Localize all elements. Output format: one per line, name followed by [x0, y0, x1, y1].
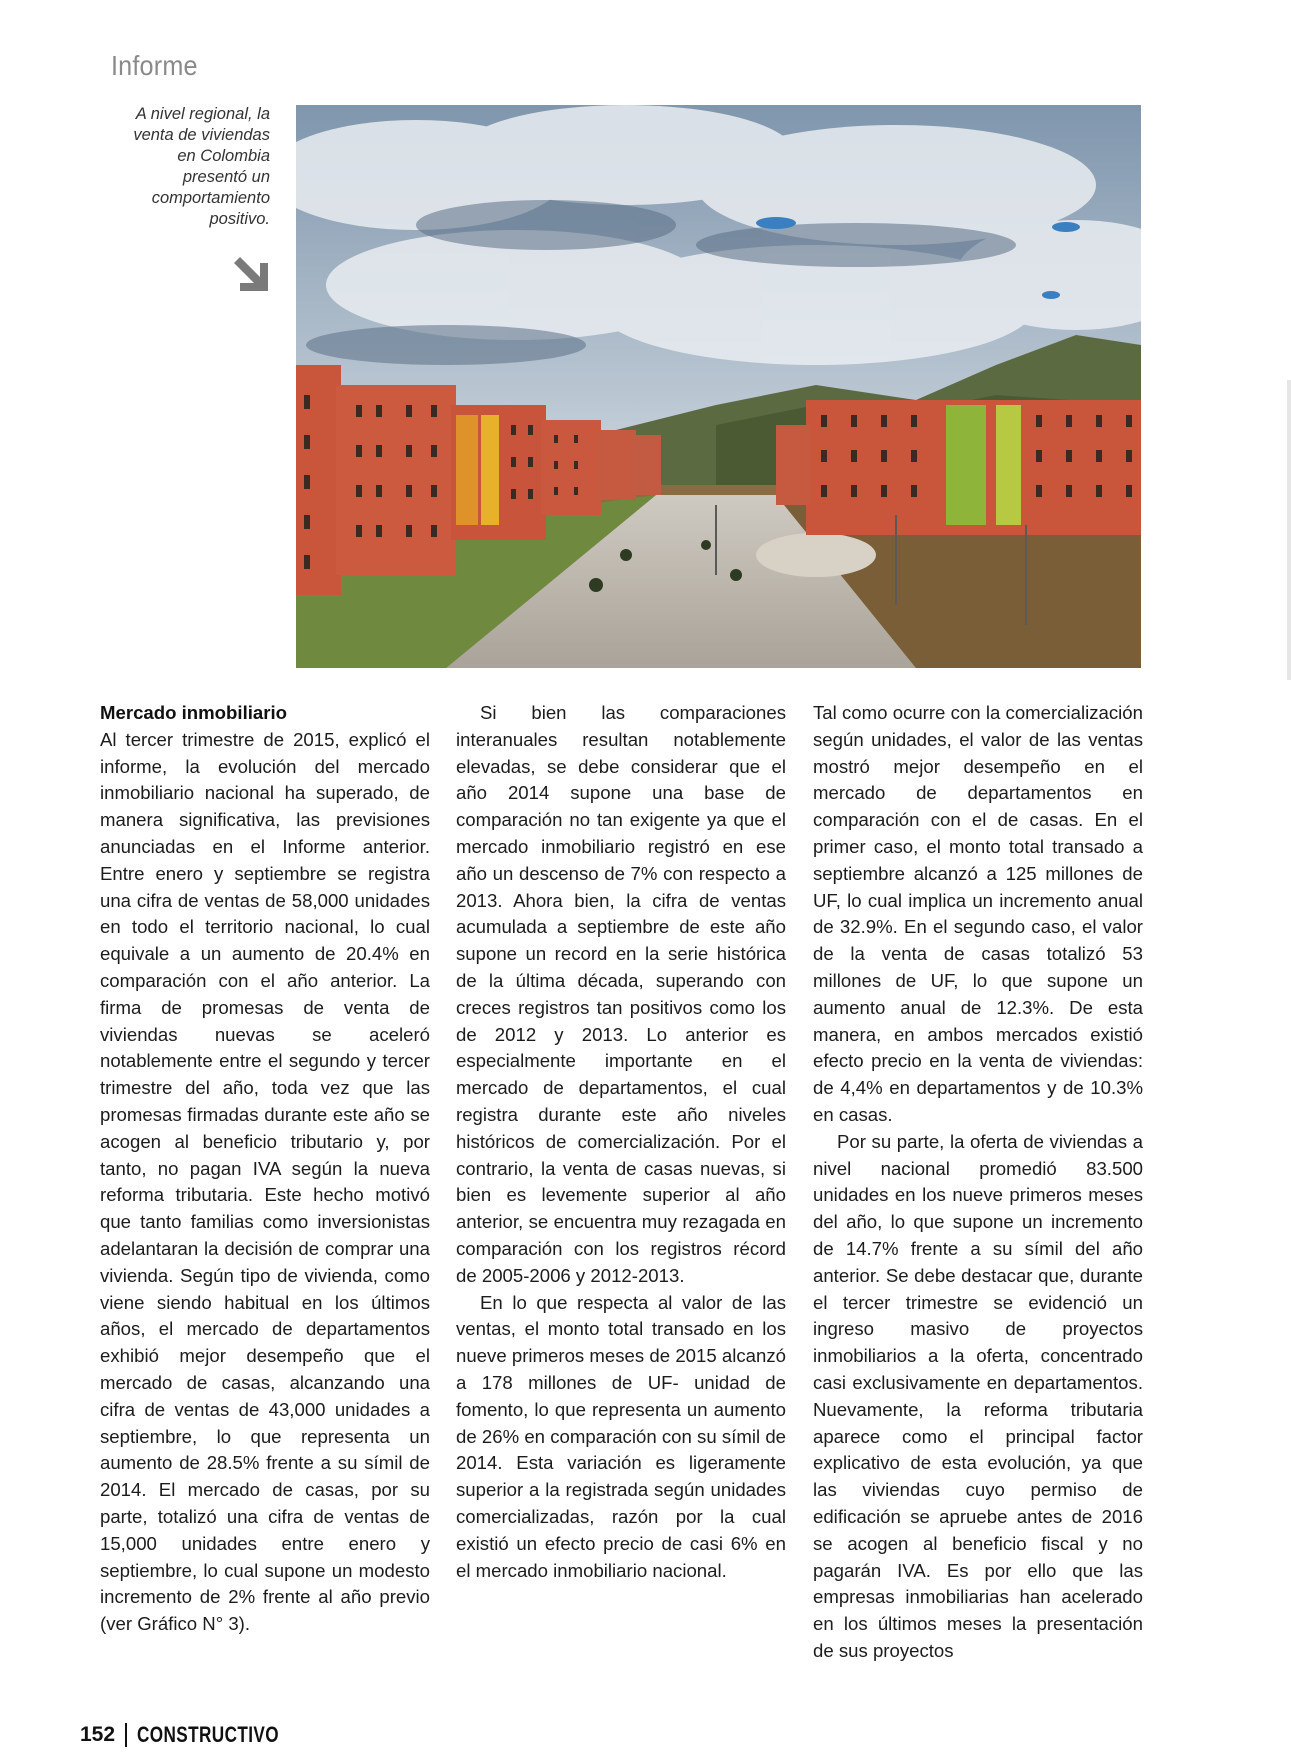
- housing-photo: [296, 105, 1141, 668]
- arrow-down-right-icon: [230, 253, 272, 295]
- page-footer: [80, 1721, 319, 1749]
- page-number: 152: [80, 1723, 116, 1746]
- article-heading: Mercado inmobiliario: [100, 702, 287, 723]
- caption-line: positivo.: [209, 210, 270, 228]
- article-paragraph: En lo que respecta al valor de las ventas, el monto total transado en los nueve primeros meses de 2015 alcanzó a 178 millones de UF- unidad de fomento, lo que representa un aumento de 26% en comparación con su símil de 2014. Esta variación es ligeramente superior a la registrada según unidades comercializadas, razón por la cual existió un efecto precio de casi 6% en el mercado inmobiliario nacional.: [456, 1291, 786, 1581]
- article-paragraph: Tal como ocurre con la comercialización según unidades, el valor de las ventas mostró mejor desempeño en el mercado de departamentos en comparación con el de casas. En el primer caso, el monto total transado a septiembre alcanzó a 125 millones de UF, lo cual implica un incremento anual de 32.9%. En el segundo caso, el valor de la venta de casas totalizó 53 millones de UF, lo que supone un aumento anual de 12.3%. De esta manera, en ambos mercados existió efecto precio en la venta de viviendas: de 4,4% en departamentos y de 10.3% en casas.: [813, 702, 1143, 1125]
- page-edge-mark: [1287, 380, 1291, 680]
- article-column-1: [100, 700, 430, 1638]
- caption-line: presentó un: [182, 168, 270, 186]
- caption-line: comportamiento: [151, 189, 270, 207]
- article-paragraph: Si bien las comparaciones interanuales resultan notablemente elevadas, se debe considerar que el año 2014 supone una base de comparación no tan exigente ya que el mercado inmobiliario registró en ese año un descenso de 7% con respecto a 2013. Ahora bien, la cifra de ventas acumulada a septiembre de este año supone un record en la serie histórica de la última década, superando con creces registros tan positivos como los de 2012 y 2013. Lo anterior es especialmente importante en el mercado de departamentos, el cual registra durante este año niveles históricos de comercialización. Por el contrario, la venta de casas nuevas, si bien es levemente superior al año anterior, se encuentra muy rezagada en comparación con los registros récord de 2005-2006 y 2012-2013.: [456, 702, 786, 1286]
- article-column-2: [456, 700, 786, 1584]
- article-paragraph: Por su parte, la oferta de viviendas a nivel nacional promedió 83.500 unidades en los nueve primeros meses del año, lo que supone un incremento de 14.7% frente a su símil del año anterior. Se debe destacar que, durante el tercer trimestre se evidenció un ingreso masivo de proyectos inmobiliarios a la oferta, concentrado casi exclusivamente en departamentos. Nuevamente, la reforma tributaria aparece como el principal factor explicativo de esta evolución, ya que las viviendas cuyo permiso de edificación se apruebe antes de 2016 se acogen al beneficio fiscal y no pagarán IVA. Es por ello que las empresas inmobiliarias han acelerado en los últimos meses la presentación de sus proyectos: [813, 1130, 1143, 1661]
- article-paragraph: Al tercer trimestre de 2015, explicó el informe, la evolución del mercado inmobiliario nacional ha superado, de manera significativa, las previsiones anunciadas en el Informe anterior. Entre enero y septiembre se registra una cifra de ventas de 58,000 unidades en todo el territorio nacional, lo cual equivale a un aumento de 20.4% en comparación con el año anterior. La firma de promesas de venta de viviendas nuevas se aceleró notablemente entre el segundo y tercer trimestre del año, toda vez que las promesas firmadas durante este año se acogen al beneficio tributario y, por tanto, no pagan IVA según la nueva reforma tributaria. Este hecho motivó que tanto familias como inversionistas adelantaran la decisión de comprar una vivienda. Según tipo de vivienda, como viene siendo habitual en los últimos años, el mercado de departamentos exhibió mejor desempeño que el mercado de casas, alcanzando una cifra de ventas de 43,000 unidades a septiembre, lo que representa un aumento de 28.5% frente a su símil de 2014. El mercado de casas, por su parte, totalizó una cifra de ventas de 15,000 unidades entre enero y septiembre, lo cual supone un modesto incremento de 2% frente al año previo (ver Gráfico N° 3).: [100, 728, 430, 1635]
- housing-photo-illustration: [296, 105, 1141, 668]
- caption-line: venta de viviendas: [133, 126, 270, 144]
- caption-line: A nivel regional, la: [135, 105, 270, 123]
- article-column-3: [813, 700, 1143, 1665]
- photo-caption: [120, 104, 270, 230]
- section-label: Informe: [111, 50, 198, 81]
- caption-line: en Colombia: [177, 147, 270, 165]
- article-body: [100, 700, 1145, 1665]
- footer-divider: [125, 1723, 127, 1747]
- magazine-name: CONSTRUCTIVO: [137, 1722, 280, 1747]
